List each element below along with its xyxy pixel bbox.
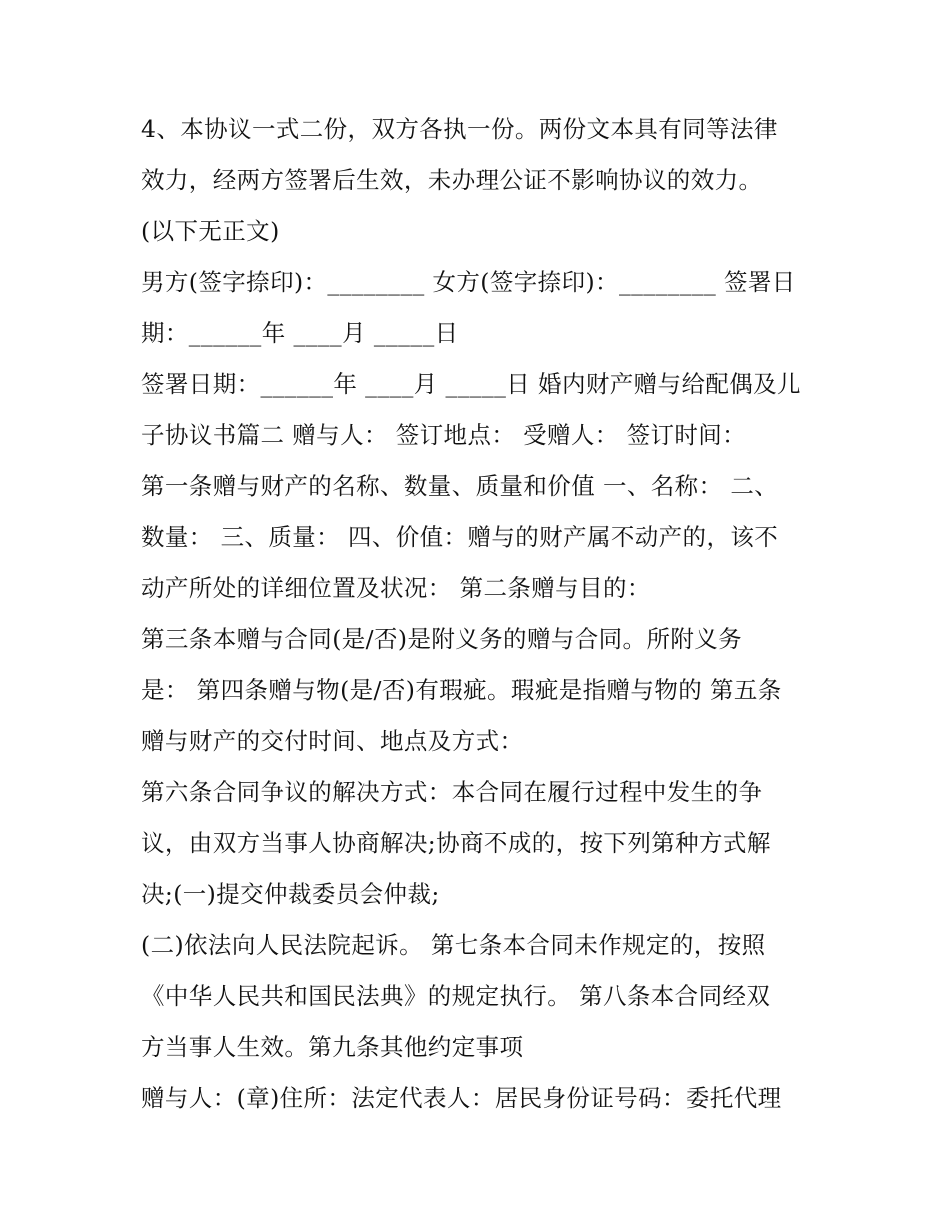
- text-line: 议，由双方当事人协商解决;协商不成的，按下列第种方式解: [141, 829, 771, 857]
- text-line: 第三条本赠与合同(是/否)是附义务的赠与合同。所附义务: [141, 625, 743, 653]
- text-line: 数量： 三、质量： 四、价值：赠与的财产属不动产的，该不: [141, 523, 779, 551]
- text-line: (以下无正文): [141, 217, 280, 245]
- text-line: 第一条赠与财产的名称、数量、质量和价值 一、名称： 二、: [141, 472, 779, 500]
- text-line: 《中华人民共和国民法典》的规定执行。 第八条本合同经双: [141, 982, 771, 1010]
- document-body: [141, 104, 821, 1124]
- text-line: 决;(一)提交仲裁委员会仲裁;: [141, 880, 440, 908]
- text-line: 男方(签字捺印)：________ 女方(签字捺印)：________ 签署日: [141, 268, 796, 296]
- text-line: 第六条合同争议的解决方式：本合同在履行过程中发生的争: [141, 778, 763, 806]
- text-line: 4、本协议一式二份，双方各执一份。两份文本具有同等法律: [141, 115, 778, 143]
- text-line: 方当事人生效。第九条其他约定事项: [141, 1033, 524, 1061]
- text-line: 期：______年 ____月 _____日: [141, 319, 459, 347]
- text-line: 赠与财产的交付时间、地点及方式：: [141, 727, 524, 755]
- text-line: 赠与人：(章)住所：法定代表人：居民身份证号码：委托代理: [141, 1084, 782, 1112]
- text-line: 子协议书篇二 赠与人： 签订地点： 受赠人： 签订时间：: [141, 421, 747, 449]
- text-line: 签署日期：______年 ____月 _____日 婚内财产赠与给配偶及儿: [141, 370, 801, 398]
- text-line: (二)依法向人民法院起诉。 第七条本合同未作规定的，按照: [141, 931, 766, 959]
- text-line: 效力，经两方签署后生效，未办理公证不影响协议的效力。: [141, 166, 763, 194]
- text-line: 动产所处的详细位置及状况： 第二条赠与目的：: [141, 574, 651, 602]
- text-line: 是： 第四条赠与物(是/否)有瑕疵。瑕疵是指赠与物的 第五条: [141, 676, 782, 704]
